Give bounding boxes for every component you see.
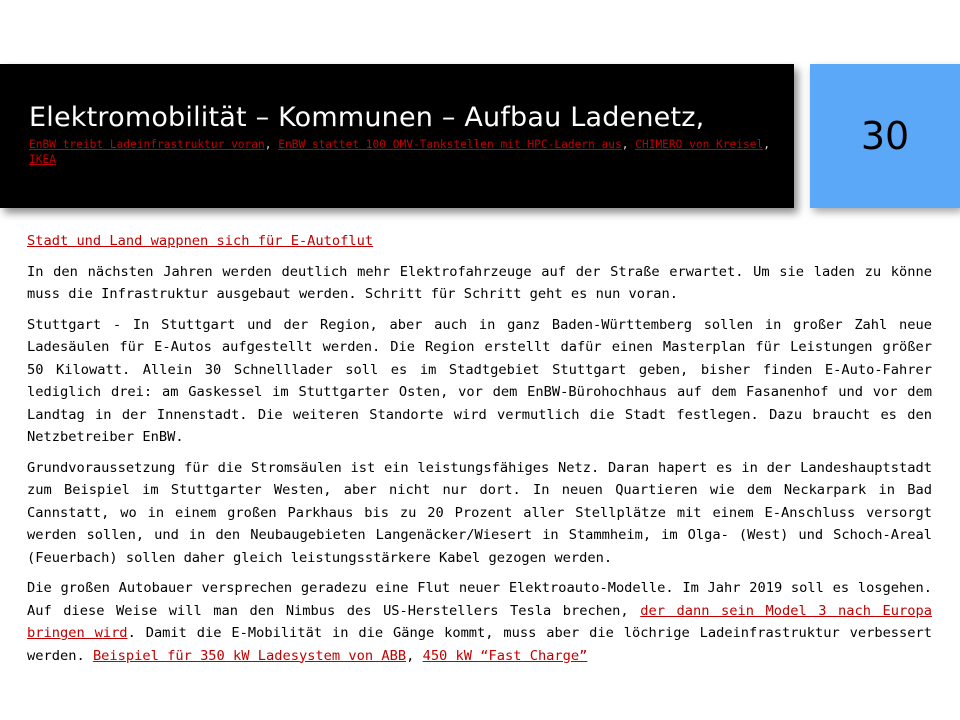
link-separator: , [406, 647, 423, 664]
link-ikea[interactable]: IKEA [29, 153, 56, 166]
title-links [29, 137, 789, 167]
link-abb-ladesystem[interactable]: Beispiel für 350 kW Ladesystem von ABB [92, 647, 407, 664]
paragraph-intro: In den nächsten Jahren werden deutlich mehr Elektrofahrzeuge auf der Straße erwartet. Um sie laden zu könne muss die Infrastruktur ausgebaut werden. Schritt für Schritt geht es nun voran. [27, 263, 932, 302]
paragraph-stuttgart: Stuttgart - In Stuttgart und der Region, aber auch in ganz Baden-Württemberg sollen in großer Zahl neue Ladesäulen für E-Autos aufgestellt werden. Die Region erstellt dafür einen Masterplan für Leistungen größer 50 Kilowatt. Allein 30 Schnelllader soll es im Stadtgebiet Stuttgart geben, bisher finden E-Auto-Fahrer lediglich drei: am Gaskessel im Stuttgarter Osten, vor dem EnBW-Bürohochhaus auf dem Fasanenhof und vor dem Landtag in der Innenstadt. Die weiteren Standorte wird vermutlich die Stadt festlegen. Dazu braucht es den Netzbetreiber EnBW. [27, 316, 932, 445]
paragraph-autobauer [27, 577, 932, 667]
link-chimero-kreisel[interactable]: CHIMERO von Kreisel [635, 138, 764, 151]
headline-link[interactable]: Stadt und Land wappnen sich für E-Autoflut [27, 233, 374, 249]
title-bar [0, 64, 794, 208]
link-separator: , [621, 138, 636, 151]
paragraph-text: . Damit die E-Mobilität in die Gänge kommt, muss aber die löchrige Ladeinfrastruktur verbessert werden. [27, 625, 933, 664]
link-tesla-model-3[interactable]: der dann sein Model 3 nach Europa bringen wird [27, 602, 932, 641]
paragraph-text: Die großen Autobauer versprechen geradezu eine Flut neuer Elektroauto-Modelle. Im Jahr 2019 soll es losgehen. Auf diese Weise will man den Nimbus des US-Herstellers Tesla brechen, [27, 580, 932, 619]
slide-number-box [810, 64, 960, 208]
link-separator: , [763, 138, 770, 151]
paragraph-grundvoraussetzung: Grundvoraussetzung für die Stromsäulen ist ein leistungsfähiges Netz. Daran hapert es in der Landeshauptstadt zum Beispiel im Stuttgarter Westen, aber nicht nur dort. In neuen Quartieren wie dem Neckarpark in Bad Cannstatt, wo in einem großen Parkhaus bis zu 20 Prozent aller Stellplätze mit einem E-Anschluss versorgt werden sollen, und in den Neubaugebieten Langenäcker/Wiesert in Stammheim, im Olga- (West) und Schoch-Areal (Feuerbach) sollen daher gleich leistungsstärkere Kabel gezogen werden. [27, 459, 932, 566]
headline-paragraph [27, 230, 932, 253]
link-separator: , [264, 138, 279, 151]
slide-title: Elektromobilität – Kommunen – Aufbau Ladenetz, [29, 102, 705, 133]
article-body [27, 230, 932, 675]
link-fast-charge[interactable]: 450 kW “Fast Charge” [422, 647, 588, 664]
slide-number: 30 [860, 114, 910, 158]
link-enbw-ladeinfrastruktur[interactable]: EnBW treibt Ladeinfrastruktur voran [29, 138, 265, 151]
link-enbw-omv-tankstellen[interactable]: EnBW stattet 100 OMV-Tankstellen mit HPC-Ladern aus [278, 138, 622, 151]
